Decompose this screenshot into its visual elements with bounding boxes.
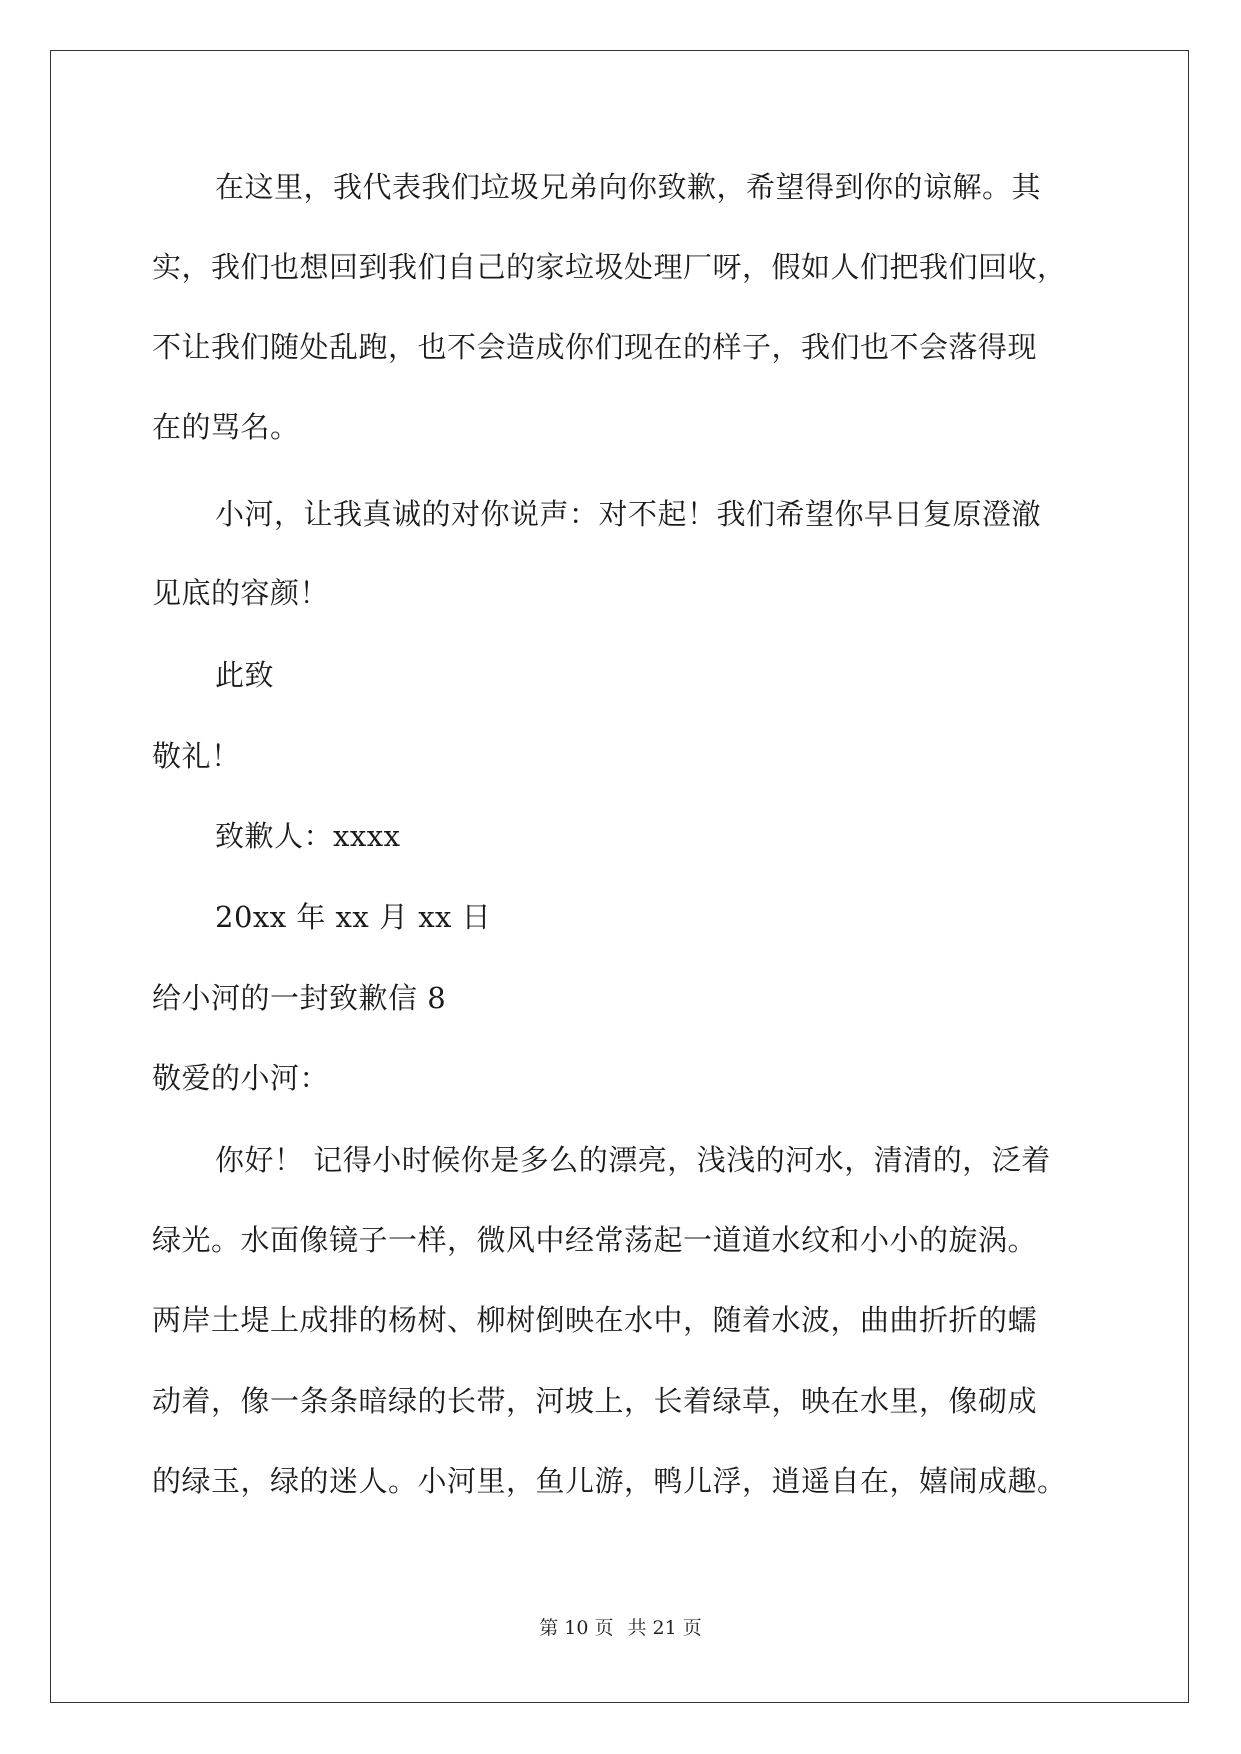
text-line: 两岸土堤上成排的杨树、柳树倒映在水中，随着水波，曲曲折折的蠕	[152, 1303, 1038, 1337]
salutation-closing: 此致	[215, 658, 275, 692]
text-line: 小河，让我真诚的对你说声：对不起！我们希望你早日复原澄澈	[215, 497, 1042, 531]
page-number: 第 10 页	[539, 1617, 614, 1639]
text-line: 不让我们随处乱跑，也不会造成你们现在的样子，我们也不会落得现	[152, 330, 1038, 364]
section-title: 给小河的一封致歉信 8	[152, 981, 447, 1015]
text-line: 在的骂名。	[152, 410, 300, 444]
date-line: 20xx 年 xx 月 xx 日	[215, 900, 492, 934]
text-line: 你好！ 记得小时候你是多么的漂亮，浅浅的河水，清清的，泛着	[215, 1143, 1051, 1177]
page-footer	[0, 1616, 1241, 1640]
text-line: 绿光。水面像镜子一样，微风中经常荡起一道道水纹和小小的旋涡。	[152, 1223, 1038, 1257]
text-line: 在这里，我代表我们垃圾兄弟向你致歉，希望得到你的谅解。其	[215, 170, 1042, 204]
text-line: 动着，像一条条暗绿的长带，河坡上，长着绿草，映在水里，像砌成	[152, 1384, 1038, 1418]
greeting-line: 敬爱的小河：	[152, 1061, 330, 1095]
page-total: 共 21 页	[627, 1617, 702, 1639]
page-border	[50, 50, 1189, 1703]
salutation-regards: 敬礼！	[152, 739, 241, 773]
signature-line: 致歉人：xxxx	[215, 819, 401, 853]
text-line: 见底的容颜！	[152, 576, 330, 610]
text-line: 实，我们也想回到我们自己的家垃圾处理厂呀，假如人们把我们回收，	[152, 250, 1067, 284]
text-line: 的绿玉，绿的迷人。小河里，鱼儿游，鸭儿浮，逍遥自在，嬉闹成趣。	[152, 1464, 1067, 1498]
